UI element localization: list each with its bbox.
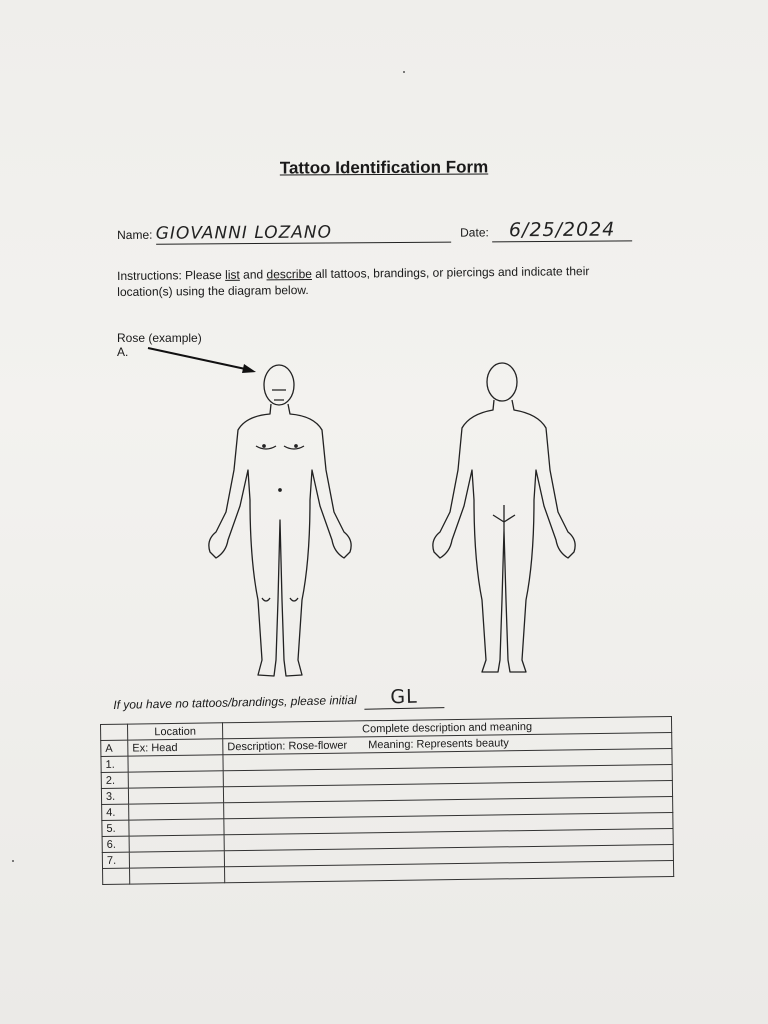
- initials-value: GL: [390, 685, 418, 709]
- row-marker: 5.: [102, 820, 129, 836]
- example-label: Rose (example): [117, 331, 202, 345]
- row-marker: 2.: [101, 772, 128, 788]
- body-back-figure[interactable]: [433, 363, 575, 672]
- row-marker: [103, 868, 130, 884]
- name-value: GIOVANNI LOZANO: [155, 222, 333, 244]
- example-description: Description: Rose-flower: [227, 739, 348, 753]
- row-location[interactable]: [129, 819, 224, 836]
- body-front-figure[interactable]: [209, 365, 351, 676]
- no-tattoo-prompt: If you have no tattoos/brandings, please initial: [113, 692, 357, 712]
- row-location[interactable]: [130, 867, 225, 884]
- row-marker: A: [101, 740, 128, 756]
- row-marker: 7.: [102, 852, 129, 868]
- row-location[interactable]: [128, 755, 223, 772]
- instructions-list-word: list: [225, 267, 240, 282]
- instructions-describe-word: describe: [266, 266, 312, 282]
- tattoo-table: [100, 716, 674, 885]
- header-description: Complete description and meaning: [222, 717, 671, 739]
- row-marker: 1.: [101, 756, 128, 772]
- row-marker: 4.: [102, 804, 129, 820]
- form-title: Tattoo Identification Form: [279, 157, 489, 178]
- example-meaning: Meaning: Represents beauty: [368, 736, 509, 751]
- row-location[interactable]: [128, 787, 223, 804]
- date-label: Date:: [460, 225, 489, 240]
- instructions-prefix: Instructions: Please: [117, 267, 226, 283]
- instructions-suffix: all tattoos, brandings, or piercings and indicate their location(s) using the diagram below.: [117, 264, 590, 299]
- row-marker: 6.: [102, 836, 129, 852]
- initials-field[interactable]: [364, 685, 444, 710]
- name-label: Name:: [117, 227, 153, 242]
- row-marker: 3.: [101, 788, 128, 804]
- row-location[interactable]: [129, 803, 224, 820]
- date-value: 6/25/2024: [508, 218, 616, 242]
- header-marker: [101, 724, 128, 740]
- row-location[interactable]: [128, 771, 223, 788]
- instructions-and-word: and: [239, 267, 267, 282]
- row-location: Ex: Head: [128, 739, 223, 756]
- example-marker: A.: [117, 345, 129, 359]
- header-location: Location: [128, 723, 223, 740]
- row-location[interactable]: [129, 835, 224, 852]
- example-arrow: [148, 348, 256, 373]
- row-location[interactable]: [129, 851, 224, 868]
